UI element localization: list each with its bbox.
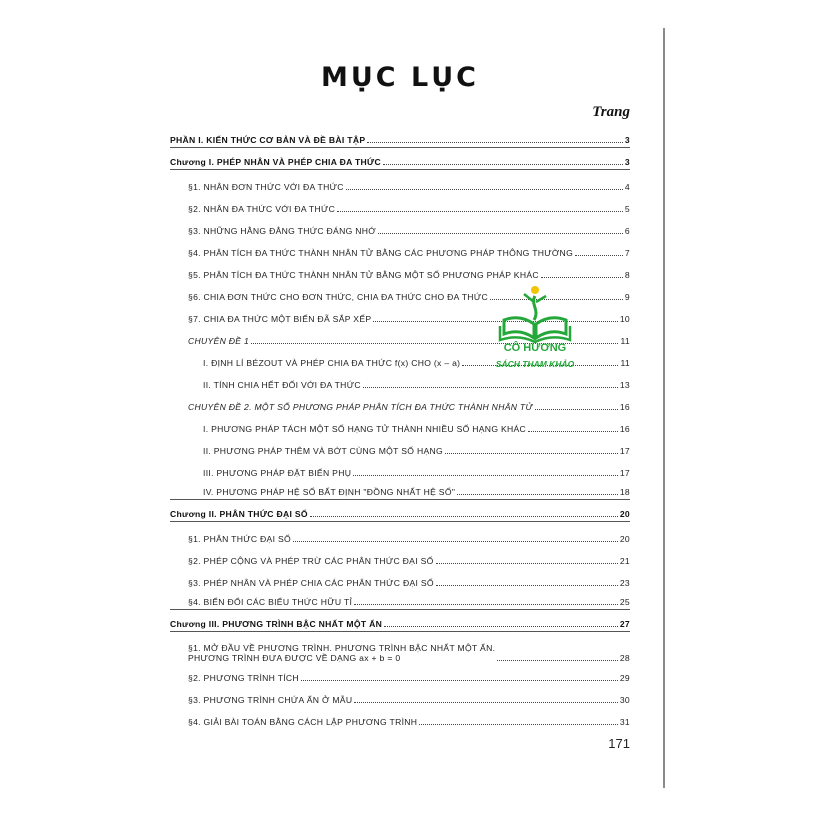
watermark-text-name: CÔ HƯƠNG [503, 342, 567, 354]
toc-entry-page: 6 [624, 226, 630, 236]
page-spine-line [663, 28, 665, 788]
toc-entry-title: §2. PHƯƠNG TRÌNH TÍCH [188, 673, 299, 683]
toc-entry-title: §2. PHÉP CỘNG VÀ PHÉP TRỪ CÁC PHÂN THỨC ĐẠI SỐ [188, 556, 434, 566]
toc-entry-title: CHUYÊN ĐỀ 2. MỘT SỐ PHƯƠNG PHÁP PHÂN TÍCH ĐA THỨC THÀNH NHÂN TỬ [188, 402, 533, 412]
toc-dot-leader [436, 563, 618, 564]
toc-entry [170, 236, 630, 258]
toc-entry-page: 8 [624, 270, 630, 280]
toc-entry-title: II. TÍNH CHIA HẾT ĐỐI VỚI ĐA THỨC [203, 380, 361, 390]
toc-entry [170, 500, 630, 519]
toc-entry [170, 456, 630, 478]
toc-dot-leader [384, 626, 618, 627]
page-title: MỤC LỤC [321, 62, 479, 93]
toc-dot-leader [575, 255, 623, 256]
toc-entry-title: §1. PHÂN THỨC ĐẠI SỐ [188, 534, 291, 544]
toc-dot-leader [436, 585, 618, 586]
toc-entry-title: §1. MỞ ĐẦU VỀ PHƯƠNG TRÌNH. PHƯƠNG TRÌNH BẬC NHẤT MỘT ẨN. PHƯƠNG TRÌNH ĐƯA ĐƯỢC VỀ DẠNG ax + b = 0 [188, 643, 496, 663]
toc-entry [170, 434, 630, 456]
toc-dot-leader [378, 233, 623, 234]
toc-entry [170, 632, 630, 663]
toc-entry-page: 20 [619, 534, 630, 544]
toc-entry-title: I. ĐỊNH LÍ BÉZOUT VÀ PHÉP CHIA ĐA THỨC f(x) CHO (x – a) [203, 358, 461, 368]
toc-entry-page: 17 [619, 446, 630, 456]
toc-entry [170, 663, 630, 683]
toc-entry [170, 390, 630, 412]
open-book-icon [490, 280, 580, 344]
toc-entry-page: 29 [619, 673, 630, 683]
toc-entry-title: II. PHƯƠNG PHÁP THÊM VÀ BỚT CÙNG MỘT SỐ HẠNG [203, 446, 443, 456]
toc-entry-page: 23 [619, 578, 630, 588]
toc-entry-page: 18 [619, 487, 630, 497]
toc-entry [170, 705, 630, 727]
table-of-contents [170, 126, 630, 727]
toc-dot-leader [293, 541, 618, 542]
page-number: 171 [608, 736, 630, 751]
toc-dot-leader [354, 702, 618, 703]
toc-entry-page: 3 [624, 157, 630, 167]
toc-entry-page: 10 [619, 314, 630, 324]
watermark-logo [490, 280, 580, 380]
toc-entry [170, 683, 630, 705]
toc-entry [170, 610, 630, 629]
toc-dot-leader [497, 660, 618, 661]
toc-entry [170, 588, 630, 607]
toc-dot-leader [310, 516, 618, 517]
toc-entry [170, 258, 630, 280]
toc-entry-page: 25 [619, 597, 630, 607]
toc-dot-leader [457, 494, 618, 495]
toc-entry-page: 11 [620, 358, 630, 368]
toc-entry-title: §3. PHÉP NHÂN VÀ PHÉP CHIA CÁC PHÂN THỨC ĐẠI SỐ [188, 578, 434, 588]
toc-entry-title: §3. PHƯƠNG TRÌNH CHỨA ẨN Ở MẪU [188, 695, 353, 705]
toc-entry-page: 16 [619, 402, 630, 412]
toc-entry-page: 28 [619, 653, 630, 663]
toc-dot-leader [354, 604, 618, 605]
toc-entry-title: III. PHƯƠNG PHÁP ĐẶT BIẾN PHỤ [203, 468, 352, 478]
toc-entry-page: 11 [620, 336, 630, 346]
toc-entry-page: 27 [619, 619, 630, 629]
toc-entry [170, 412, 630, 434]
toc-entry-title: §4. GIẢI BÀI TOÁN BẰNG CÁCH LẬP PHƯƠNG TRÌNH [188, 717, 418, 727]
toc-entry-page: 21 [619, 556, 630, 566]
toc-dot-leader [301, 680, 618, 681]
toc-dot-leader [363, 387, 618, 388]
toc-entry-title: CHUYÊN ĐỀ 1 [188, 336, 250, 346]
toc-dot-leader [353, 475, 618, 476]
toc-entry-title: §7. CHIA ĐA THỨC MỘT BIẾN ĐÃ SẮP XẾP [188, 314, 372, 324]
toc-entry-page: 9 [624, 292, 630, 302]
toc-dot-leader [367, 142, 623, 143]
toc-dot-leader [445, 453, 618, 454]
toc-entry-page: 7 [624, 248, 630, 258]
page-column-label: Trang [592, 104, 630, 120]
toc-dot-leader [528, 431, 618, 432]
toc-entry-title: §4. BIẾN ĐỔI CÁC BIỂU THỨC HỮU TỈ [188, 597, 353, 607]
toc-dot-leader [535, 409, 618, 410]
toc-entry [170, 478, 630, 497]
toc-entry-page: 16 [619, 424, 630, 434]
toc-entry-title: §2. NHÂN ĐA THỨC VỚI ĐA THỨC [188, 204, 336, 214]
toc-entry-page: 13 [619, 380, 630, 390]
toc-entry-title: IV. PHƯƠNG PHÁP HỆ SỐ BẤT ĐỊNH "ĐỒNG NHẤT HỆ SỐ" [203, 487, 456, 497]
toc-entry [170, 170, 630, 192]
toc-entry-page: 5 [624, 204, 630, 214]
toc-entry-title: §3. NHỮNG HẰNG ĐẲNG THỨC ĐÁNG NHỚ [188, 226, 376, 236]
toc-entry-page: 31 [619, 717, 630, 727]
toc-entry-title: Chương II. PHÂN THỨC ĐẠI SỐ [170, 509, 308, 519]
toc-entry [170, 544, 630, 566]
toc-entry-page: 20 [619, 509, 630, 519]
toc-dot-leader [346, 189, 623, 190]
toc-entry [170, 214, 630, 236]
toc-entry-page: 17 [619, 468, 630, 478]
toc-dot-leader [383, 164, 623, 165]
toc-entry-title: Chương I. PHÉP NHÂN VÀ PHÉP CHIA ĐA THỨC [170, 157, 381, 167]
toc-entry-page: 30 [619, 695, 630, 705]
toc-entry [170, 566, 630, 588]
toc-entry-title: PHẦN I. KIẾN THỨC CƠ BẢN VÀ ĐỀ BÀI TẬP [170, 135, 366, 145]
toc-dot-leader [419, 724, 618, 725]
toc-entry-page: 4 [624, 182, 630, 192]
toc-entry-page: 3 [624, 135, 630, 145]
toc-entry-title: §5. PHÂN TÍCH ĐA THỨC THÀNH NHÂN TỬ BẰNG MỘT SỐ PHƯƠNG PHÁP KHÁC [188, 270, 539, 280]
toc-dot-leader [541, 277, 623, 278]
toc-entry-title: §1. NHÂN ĐƠN THỨC VỚI ĐA THỨC [188, 182, 344, 192]
toc-entry [170, 522, 630, 544]
toc-entry-title: Chương III. PHƯƠNG TRÌNH BẬC NHẤT MỘT ẨN [170, 619, 383, 629]
watermark-text-subtitle: SÁCH THAM KHẢO [495, 359, 575, 369]
toc-entry [170, 126, 630, 145]
toc-entry [170, 192, 630, 214]
toc-entry-title: §4. PHÂN TÍCH ĐA THỨC THÀNH NHÂN TỬ BẰNG CÁC PHƯƠNG PHÁP THÔNG THƯỜNG [188, 248, 574, 258]
toc-entry-title: §6. CHIA ĐƠN THỨC CHO ĐƠN THỨC, CHIA ĐA THỨC CHO ĐA THỨC [188, 292, 488, 302]
toc-dot-leader [337, 211, 623, 212]
toc-entry [170, 148, 630, 167]
toc-entry-title: I. PHƯƠNG PHÁP TÁCH MỘT SỐ HẠNG TỬ THÀNH NHIỀU SỐ HẠNG KHÁC [203, 424, 527, 434]
